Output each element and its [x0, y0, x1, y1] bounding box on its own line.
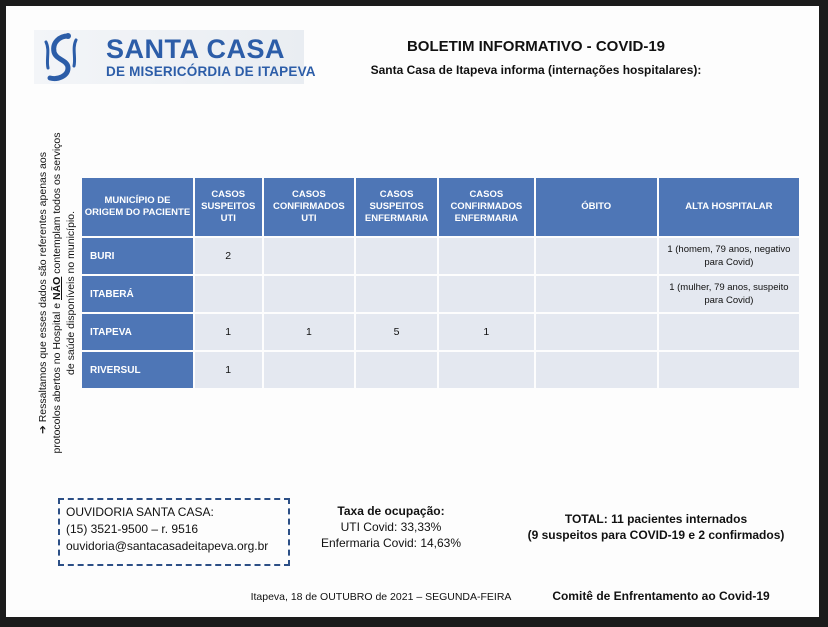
alta-cell: 1 (homem, 79 anos, negativo para Covid) — [659, 238, 799, 274]
table-row — [82, 314, 799, 350]
col-header-suspeitos-enfermaria: CASOS SUSPEITOS ENFERMARIA — [356, 178, 437, 236]
santa-casa-logo — [34, 30, 316, 84]
municipio-cell: ITABERÁ — [82, 276, 193, 312]
ouvidoria-title: OUVIDORIA SANTA CASA: — [66, 505, 214, 519]
arrow-icon: ➔ — [37, 425, 49, 434]
logo-name: SANTA CASA — [106, 34, 285, 64]
occupancy-enfermaria: Enfermaria Covid: 14,63% — [320, 536, 462, 550]
municipio-cell: RIVERSUL — [82, 352, 193, 388]
table-cell — [439, 276, 534, 312]
table-cell — [264, 276, 355, 312]
bulletin-title: BOLETIM INFORMATIVO - COVID-19 — [406, 38, 666, 55]
disclaimer-note — [36, 128, 78, 458]
ouvidoria-email: ouvidoria@santacasadeitapeva.org.br — [66, 539, 269, 553]
alta-cell: 1 (mulher, 79 anos, suspeito para Covid) — [659, 276, 799, 312]
total-line-2: (9 suspeitos para COVID-19 e 2 confirmados) — [527, 528, 785, 542]
table-cell: 1 — [195, 352, 262, 388]
col-header-confirmados-uti: CASOS CONFIRMADOS UTI — [264, 178, 355, 236]
table-cell — [356, 276, 437, 312]
bulletin-subtitle: Santa Casa de Itapeva informa (internações hospitalares): — [370, 63, 702, 77]
municipio-cell: ITAPEVA — [82, 314, 193, 350]
logo-subtitle: DE MISERICÓRDIA DE ITAPEVA — [106, 64, 316, 79]
ouvidoria-phone: (15) 3521-9500 – r. 9516 — [66, 522, 199, 536]
occupancy-rate — [306, 503, 476, 551]
table-cell: 1 — [264, 314, 355, 350]
ouvidoria-box — [58, 498, 290, 566]
table-row — [82, 276, 799, 312]
table-cell — [536, 238, 657, 274]
committee-signature: Comitê de Enfrentamento ao Covid-19 — [552, 589, 770, 603]
disclaimer-text-before: Ressaltamos que esses dados são referentes apenas aos protocolos abertos no Hospital e — [37, 152, 63, 454]
table-cell — [536, 352, 657, 388]
disclaimer-text-after: contemplam todos os serviços de saúde disponíveis no município. — [51, 132, 77, 376]
col-header-suspeitos-uti: CASOS SUSPEITOS UTI — [195, 178, 262, 236]
table-cell — [536, 314, 657, 350]
hospital-emblem-icon — [38, 32, 86, 84]
bulletin-page — [6, 6, 819, 617]
table-cell: 1 — [439, 314, 534, 350]
col-header-confirmados-enfermaria: CASOS CONFIRMADOS ENFERMARIA — [439, 178, 534, 236]
hospitalization-table — [80, 176, 801, 390]
occupancy-uti: UTI Covid: 33,33% — [340, 520, 442, 534]
municipio-cell: BURI — [82, 238, 193, 274]
table-cell — [356, 238, 437, 274]
col-header-obito: ÓBITO — [536, 178, 657, 236]
table-cell — [195, 276, 262, 312]
alta-cell — [659, 314, 799, 350]
disclaimer-emphasis: NÃO — [51, 276, 63, 300]
occupancy-title: Taxa de ocupação: — [337, 504, 445, 518]
total-summary — [506, 511, 806, 543]
table-cell — [536, 276, 657, 312]
table-cell: 5 — [356, 314, 437, 350]
total-line-1: TOTAL: 11 pacientes internados — [564, 512, 748, 526]
table-cell — [356, 352, 437, 388]
table-cell — [439, 238, 534, 274]
table-cell: 1 — [195, 314, 262, 350]
col-header-alta: ALTA HOSPITALAR — [659, 178, 799, 236]
table-row — [82, 352, 799, 388]
table-cell: 2 — [195, 238, 262, 274]
table-cell — [439, 352, 534, 388]
alta-cell — [659, 352, 799, 388]
bulletin-date: Itapeva, 18 de OUTUBRO de 2021 – SEGUNDA-FEIRA — [250, 591, 512, 603]
table-cell — [264, 352, 355, 388]
table-row — [82, 238, 799, 274]
table-header-row — [82, 178, 799, 236]
table-cell — [264, 238, 355, 274]
col-header-municipio: MUNICÍPIO DE ORIGEM DO PACIENTE — [82, 178, 193, 236]
